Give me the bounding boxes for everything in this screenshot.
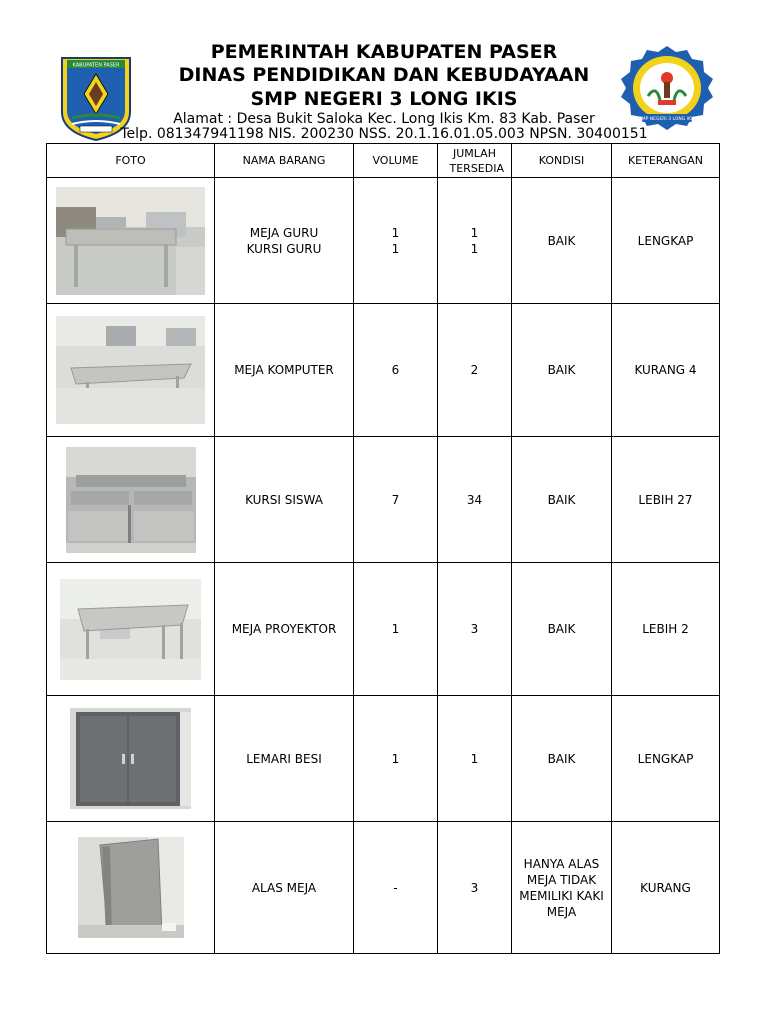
cell-jumlah-tersedia — [438, 304, 512, 437]
available-value: 3 — [470, 622, 479, 636]
available-value: 2 — [470, 363, 479, 377]
table-row — [47, 304, 720, 437]
cell-keterangan: KURANG 4 — [612, 304, 720, 437]
cell-nama-barang — [215, 437, 354, 563]
volume-value: 6 — [391, 363, 400, 377]
header-department: DINAS PENDIDIKAN DAN KEBUDAYAAN — [178, 64, 590, 86]
available-value: 1 — [470, 751, 479, 766]
item-name-line: KURSI SISWA — [245, 492, 323, 507]
column-header-jumlah-tersedia — [438, 144, 512, 178]
header-address: Alamat : Desa Bukit Saloka Kec. Long Ikis Km. 83 Kab. Paser — [173, 111, 595, 127]
volume-value: - — [393, 880, 398, 895]
cell-nama-barang — [215, 696, 354, 822]
item-name-line: MEJA PROYEKTOR — [231, 622, 337, 636]
item-name-line: ALAS MEJA — [251, 880, 317, 895]
condition-value: MEJA — [546, 904, 577, 919]
item-name-line: MEJA KOMPUTER — [234, 363, 334, 377]
steel-cabinet-photo — [70, 708, 191, 809]
cell-kondisi — [512, 178, 612, 304]
cell-volume — [354, 304, 438, 437]
condition-value: HANYA ALAS — [523, 856, 600, 871]
cell-nama-barang — [215, 304, 354, 437]
cell-foto — [47, 178, 215, 304]
item-name-line: MEJA GURU — [249, 225, 319, 240]
column-header-foto: FOTO — [47, 144, 215, 178]
cell-volume — [354, 696, 438, 822]
column-header-jumlah-tersedia-label: JUMLAH TERSEDIA — [449, 146, 504, 175]
header-government: PEMERINTAH KABUPATEN PASER — [210, 41, 558, 63]
condition-value: MEJA TIDAK — [526, 872, 597, 887]
item-name-line: KURSI GURU — [246, 241, 322, 256]
condition-value: BAIK — [547, 233, 576, 248]
cell-foto — [47, 563, 215, 696]
table-top-photo — [78, 837, 184, 938]
available-value: 1 — [470, 241, 479, 256]
student-chairs-photo — [66, 447, 196, 553]
logo-right-text: SMP NEGERI 3 LONG IKIS — [638, 117, 696, 122]
cell-volume — [354, 563, 438, 696]
condition-value: MEMILIKI KAKI — [519, 888, 604, 903]
cell-jumlah-tersedia — [438, 696, 512, 822]
cell-keterangan: LEBIH 27 — [612, 437, 720, 563]
table-row — [47, 178, 720, 304]
cell-nama-barang — [215, 178, 354, 304]
cell-kondisi — [512, 696, 612, 822]
cell-foto — [47, 822, 215, 954]
volume-value: 1 — [391, 241, 400, 256]
column-header-keterangan: KETERANGAN — [612, 144, 720, 178]
table-header-row — [47, 144, 720, 178]
condition-value: BAIK — [547, 492, 576, 507]
cell-kondisi — [512, 304, 612, 437]
column-header-volume: VOLUME — [354, 144, 438, 178]
cell-jumlah-tersedia — [438, 178, 512, 304]
cell-volume — [354, 822, 438, 954]
volume-value: 1 — [391, 751, 400, 766]
available-value: 1 — [470, 225, 479, 240]
table-row — [47, 696, 720, 822]
cell-foto — [47, 304, 215, 437]
table-row — [47, 437, 720, 563]
cell-kondisi — [512, 822, 612, 954]
teacher-desk-photo — [56, 187, 205, 295]
projector-table-photo — [60, 579, 201, 680]
table-row — [47, 822, 720, 954]
item-name-line: LEMARI BESI — [246, 751, 322, 766]
condition-value: BAIK — [547, 622, 576, 636]
cell-volume — [354, 178, 438, 304]
condition-value: BAIK — [547, 751, 576, 766]
available-value: 3 — [470, 880, 479, 895]
available-value: 34 — [466, 492, 483, 507]
column-header-kondisi: KONDISI — [512, 144, 612, 178]
cell-nama-barang — [215, 822, 354, 954]
logo-left-text: KABUPATEN PASER — [72, 62, 120, 69]
cell-jumlah-tersedia — [438, 822, 512, 954]
cell-keterangan: LEBIH 2 — [612, 563, 720, 696]
volume-value: 1 — [391, 225, 400, 240]
cell-keterangan: LENGKAP — [612, 178, 720, 304]
computer-desk-photo — [56, 316, 205, 424]
cell-foto — [47, 696, 215, 822]
cell-jumlah-tersedia — [438, 563, 512, 696]
table-row — [47, 563, 720, 696]
condition-value: BAIK — [547, 363, 576, 377]
volume-value: 1 — [391, 622, 400, 636]
cell-nama-barang — [215, 563, 354, 696]
cell-keterangan: KURANG — [612, 822, 720, 954]
cell-keterangan: LENGKAP — [612, 696, 720, 822]
column-header-nama-barang: NAMA BARANG — [215, 144, 354, 178]
cell-kondisi — [512, 437, 612, 563]
inventory-table — [46, 143, 720, 954]
document-header — [0, 0, 768, 142]
header-school-name: SMP NEGERI 3 LONG IKIS — [250, 88, 518, 110]
cell-jumlah-tersedia — [438, 437, 512, 563]
cell-kondisi — [512, 563, 612, 696]
cell-volume — [354, 437, 438, 563]
cell-foto — [47, 437, 215, 563]
header-contact: Telp. 081347941198 NIS. 200230 NSS. 20.1.16.01.05.003 NPSN. 30400151 — [120, 126, 648, 142]
volume-value: 7 — [391, 492, 400, 507]
